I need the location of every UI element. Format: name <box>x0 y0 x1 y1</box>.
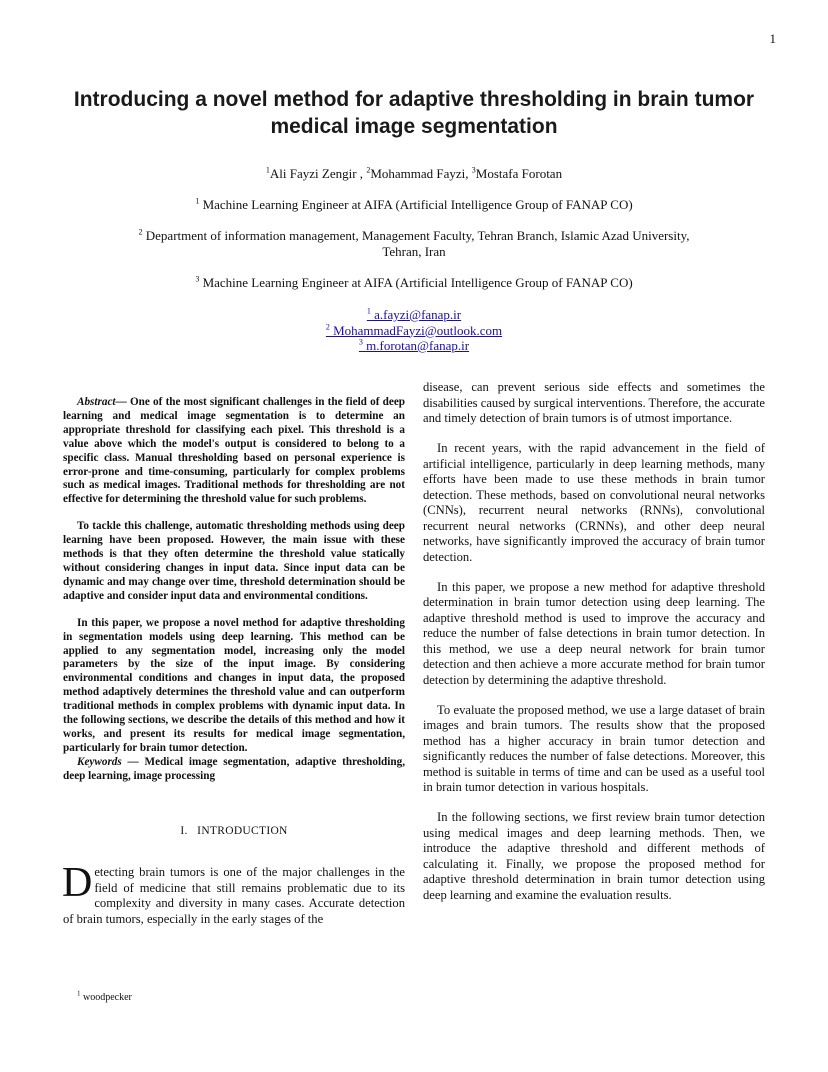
footnote-text: woodpecker <box>80 992 132 1003</box>
intro-text: etecting brain tumors is one of the major challenges in the field of medicine that still remains problematic due to its complexity and diversity in many cases. Accurate detection of brain tumors, especially in the early stages of the <box>63 865 405 926</box>
affiliation-2 <box>120 228 708 259</box>
right-column <box>423 380 765 903</box>
author-list <box>120 166 708 182</box>
keywords-label: Keywords <box>77 755 122 768</box>
introduction <box>62 860 405 927</box>
footnote <box>77 989 132 1003</box>
body-paragraph: To evaluate the proposed method, we use a large dataset of brain images and brain tumors. The results show that the proposed method has a higher accuracy in brain tumor detection and significantly reduces the number of false detections. Moreover, this method is suitable in terms of time and can be used as a useful tool in brain tumor detection in various hospitals. <box>423 702 765 794</box>
abstract-paragraph: In this paper, we propose a novel method for adaptive thresholding in segmentation models using deep learning. This method can be applied to any segmentation model, increasing only the model parameters by the size of the input image. By considering environmental conditions and changes in input data, the proposed method adaptively determines the threshold value and can outperform traditional methods in complex problems with dynamic input data. In the following sections, we describe the details of this method and how it works, and present its results for medical image segmentation, particularly for brain tumor detection. <box>63 616 405 754</box>
affiliation-1 <box>120 197 708 213</box>
email-list <box>120 307 708 354</box>
affiliation-superscript: 3 <box>195 274 200 284</box>
affiliation-superscript: 2 <box>138 227 143 237</box>
keywords <box>63 756 405 784</box>
email-link[interactable] <box>120 307 708 323</box>
email-text: MohammadFayzi@outlook.com <box>329 322 503 338</box>
keywords-text: — Medical image segmentation, adaptive thresholding, deep learning, image processing <box>63 755 405 782</box>
affiliation-text: Machine Learning Engineer at AIFA (Artificial Intelligence Group of FANAP CO) <box>199 275 633 290</box>
author-name: Mostafa Forotan <box>475 166 563 181</box>
body-paragraph: In recent years, with the rapid advancement in the field of artificial intelligence, particularly in deep learning methods, many efforts have been made to use these methods in brain tumor detection. These methods, based on convolutional neural networks (CNNs), recurrent neural networks (RNNs), convolutional recurrent neural networks (CRNNs), and other deep neural networks, have significantly improved the accuracy of brain tumor detection. <box>423 441 765 564</box>
left-column <box>63 396 405 927</box>
email-text: m.forotan@fanap.ir <box>362 338 470 353</box>
section-number: I. <box>180 824 188 837</box>
body-paragraph: In this paper, we propose a new method for adaptive threshold determination in brain tumor detection using deep learning. The adaptive threshold method is used to improve the accuracy and reduce the number of false detections in brain tumor detection. In this method, we use a deep neural network for brain tumor detection and then achieve a more accurate method for brain tumor detection by determining the adaptive threshold. <box>423 579 765 687</box>
email-superscript: 2 <box>325 322 330 332</box>
abstract-paragraph <box>63 396 405 507</box>
footnote-superscript: 1 <box>77 989 81 998</box>
section-title-rest: NTRODUCTION <box>201 824 288 837</box>
affiliation-text: Department of information management, Management Faculty, Tehran Branch, Islamic Azad University, Tehran, Iran <box>142 228 690 259</box>
author-superscript: 1 <box>265 165 270 175</box>
author-superscript: 3 <box>471 165 476 175</box>
email-superscript: 3 <box>358 337 363 347</box>
author-superscript: 2 <box>366 165 371 175</box>
body-paragraph: disease, can prevent serious side effects and sometimes the disabilities caused by surgical interventions. Therefore, the accurate and timely detection of brain tumors is of utmost importance. <box>423 380 765 425</box>
author-name: Mohammad Fayzi, <box>370 166 472 181</box>
email-superscript: 1 <box>366 306 371 316</box>
abstract-paragraph: To tackle this challenge, automatic thresholding methods using deep learning have been proposed. However, the main issue with these methods is that they often determine the threshold value statically without considering changes in input data. Since input data can be dynamic and may change over time, threshold determination should be adaptive and consider input data and environmental conditions. <box>63 520 405 602</box>
page-number: 1 <box>769 31 776 46</box>
abstract-dash: — <box>115 396 130 408</box>
abstract-text: One of the most significant challenges in the field of deep learning and medical image segmentation is to determine an appropriate threshold for classifying each pixel. This threshold is a value above which the model's output is considered to belong to a specific class. Manual thresholding based on personal experience is error-prone and time-consuming, particularly for complex problems such as medical images. Traditional methods for thresholding are not effective for determining the threshold value for such problems. <box>63 396 406 506</box>
section-heading <box>63 824 405 840</box>
affiliation-3 <box>120 275 708 291</box>
drop-cap: D <box>62 860 93 907</box>
section-title-initial: I <box>197 824 202 837</box>
author-name: Ali Fayzi Zengir , <box>269 166 367 181</box>
body-paragraph: In the following sections, we first review brain tumor detection using medical images and deep learning methods. Then, we introduce the adaptive threshold and different methods of calculating it. Finally, we propose the proposed method for adaptive threshold determination in brain tumor detection using deep learning and examine the evaluation results. <box>423 810 765 902</box>
email-text: a.fayzi@fanap.ir <box>370 307 462 322</box>
email-link[interactable] <box>120 323 708 339</box>
email-link[interactable] <box>120 338 708 354</box>
abstract-label: Abstract <box>77 396 116 408</box>
affiliation-superscript: 1 <box>195 196 200 206</box>
affiliation-text: Machine Learning Engineer at AIFA (Artificial Intelligence Group of FANAP CO) <box>199 197 633 212</box>
paper-title: Introducing a novel method for adaptive thresholding in brain tumor medical image segmentation <box>73 88 755 138</box>
abstract <box>63 396 405 784</box>
intro-paragraph <box>62 860 405 927</box>
